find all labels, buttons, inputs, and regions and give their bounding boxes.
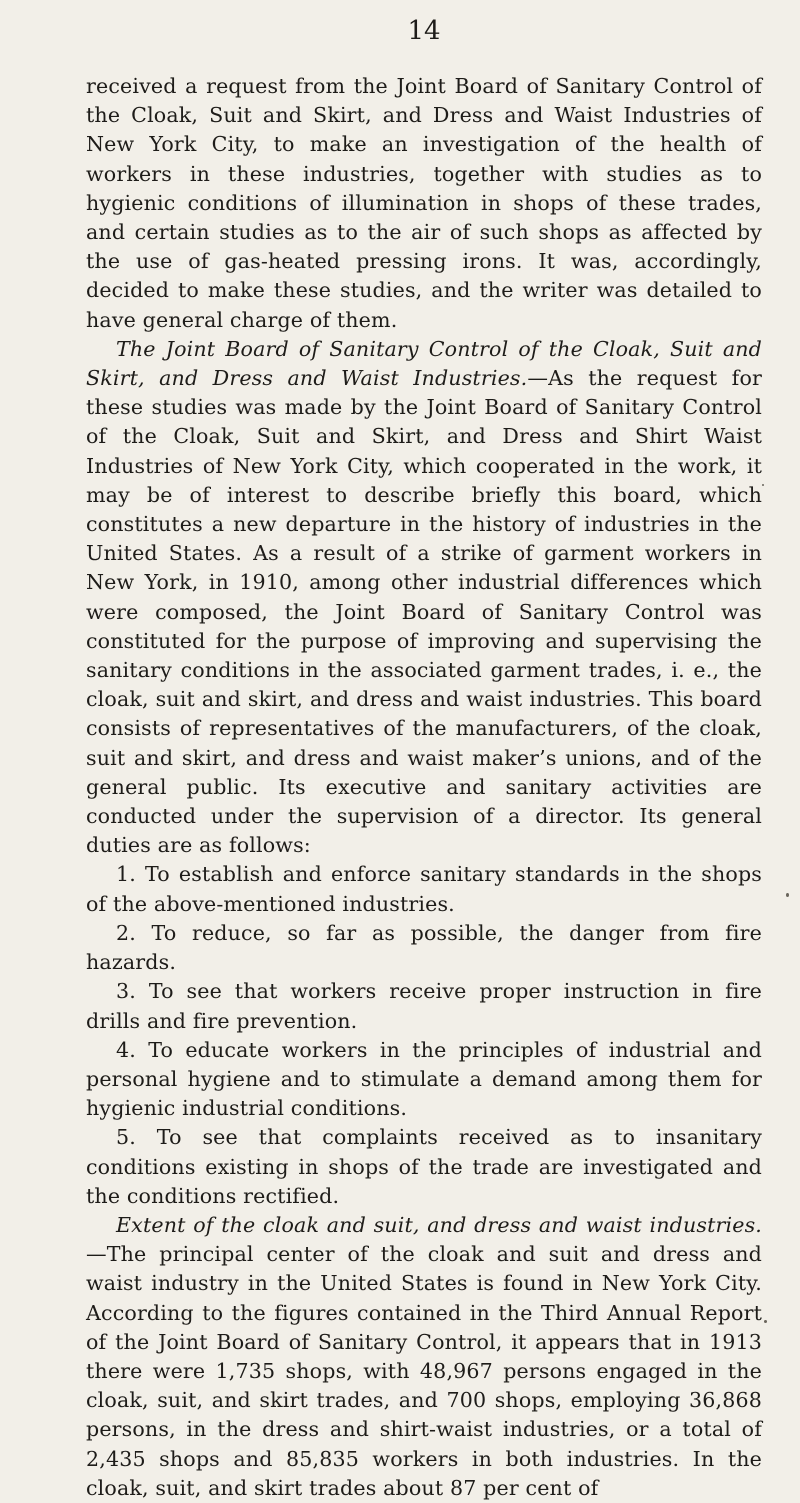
page-number: 14 <box>407 16 441 46</box>
paragraph-extent <box>86 1211 762 1503</box>
paper-speck <box>764 1320 767 1323</box>
duty-item-5: 5. To see that complaints received as to insanitary conditions existing in shops of the trade are investigated and the conditions rectified. <box>86 1125 762 1208</box>
section-heading-extent: Extent of the cloak and suit, and dress and waist industries. <box>116 1212 762 1237</box>
duty-item-4: 4. To educate workers in the principles of industrial and personal hygiene and to stimulate a demand among them for hygienic industrial conditions. <box>86 1037 762 1121</box>
body-text <box>86 72 762 1503</box>
paragraph-extent-body: —The principal center of the cloak and suit and dress and waist industry in the United States is found in New York City. According to the figures contained in the Third Annual Report of the Joint Board of Sanitary Control, it appears that in 1913 there were 1,735 shops, with 48,967 persons engaged in the cloak, suit, and skirt trades, and 700 shops, employing 36,868 persons, in the dress and shirt-waist industries, or a total of 2,435 shops and 85,835 workers in both industries. In the cloak, suit, and skirt trades about 87 per cent of <box>86 1242 762 1500</box>
duty-item-2: 2. To reduce, so far as possible, the danger from fire hazards. <box>86 920 762 975</box>
paper-speck <box>786 893 789 897</box>
duty-item-3: 3. To see that workers receive proper instruction in fire drills and fire prevention. <box>86 979 762 1033</box>
paper-speck <box>762 484 764 486</box>
section-heading-joint-board: The Joint Board of Sanitary Control of the Cloak, Suit and Skirt, and Dress and Waist Industries. <box>86 336 762 391</box>
paragraph-intro: received a request from the Joint Board of Sanitary Control of the Cloak, Suit and Skirt, and Dress and Waist Industries of New York City, to make an investigation of the health of workers in these industries, together with studies as to hygienic conditions of illumination in shops of these trades, and certain studies as to the air of such shops as affected by the use of gas-heated pressing irons. It was, accordingly, decided to make these studies, and the writer was detailed to have general charge of them. <box>86 74 762 332</box>
paragraph-joint-board <box>86 335 762 861</box>
duty-item-1: 1. To establish and enforce sanitary standards in the shops of the above-mentioned industries. <box>86 862 762 916</box>
paragraph-joint-board-body: —As the request for these studies was made by the Joint Board of Sanitary Control of the Cloak, Suit and Skirt, and Dress and Shirt Waist Industries of New York City, which cooperated in the work, it may be of interest to describe briefly this board, which constitutes a new departure in the history of industries in the United States. As a result of a strike of garment workers in New York, in 1910, among other industrial differences which were composed, the Joint Board of Sanitary Control was constituted for the purpose of improving and supervising the sanitary conditions in the associated garment trades, i. e., the cloak, suit and skirt, and dress and waist industries. This board consists of representatives of the manufacturers, of the cloak, suit and skirt, and dress and waist maker’s unions, and of the general public. Its executive and sanitary activities are conducted under the supervision of a director. Its general duties are as follows: <box>86 366 763 858</box>
